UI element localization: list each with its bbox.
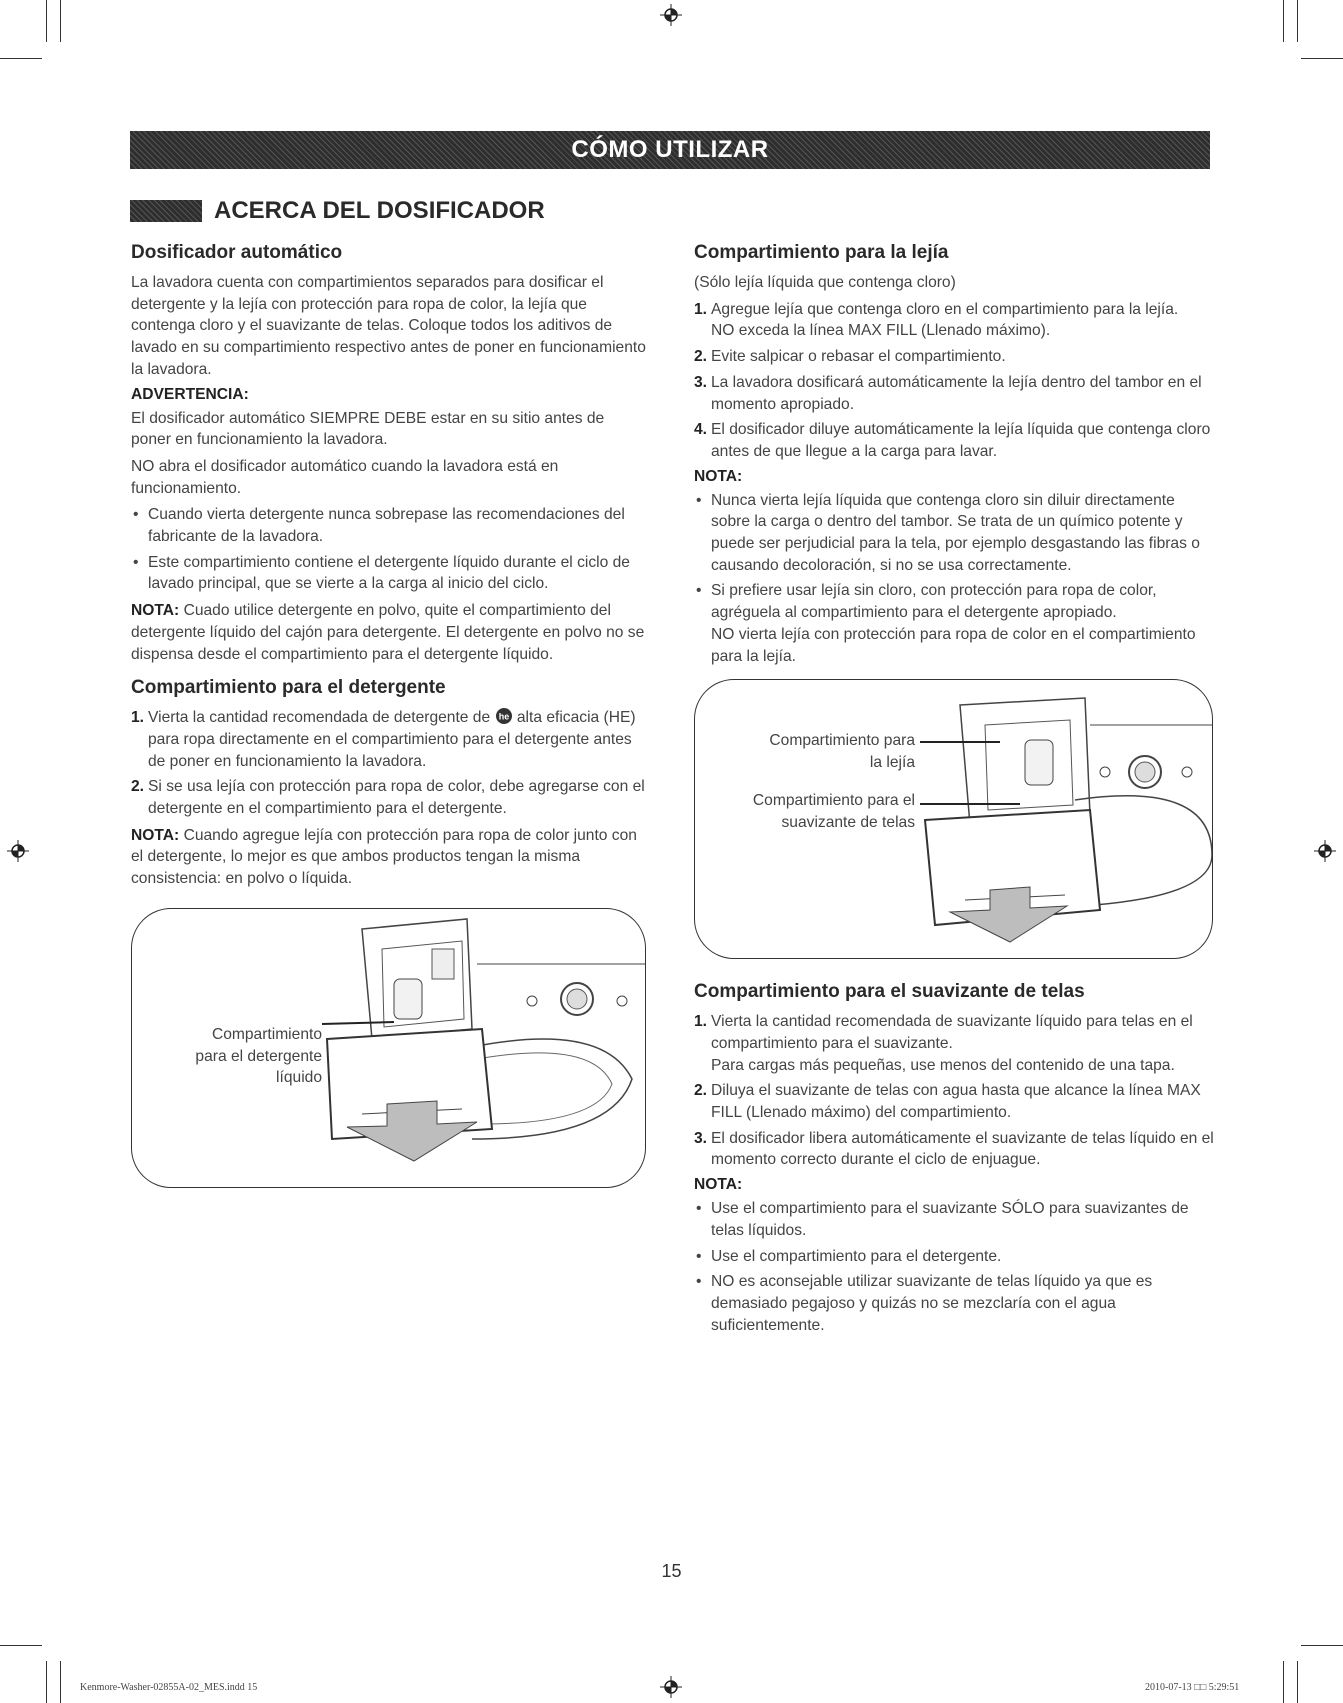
bleach-title: Compartimiento para la lejía — [694, 242, 949, 263]
list-item — [694, 1080, 1214, 1123]
crop-mark — [60, 1661, 61, 1703]
callout-line: Compartimiento para — [769, 732, 915, 750]
detergent-callout — [162, 1024, 322, 1089]
step-text: Diluya el suavizante de telas con agua hasta que alcance la línea MAX FILL (Llenado máximo) del compartimiento. — [711, 1082, 1201, 1122]
crop-mark — [46, 1661, 47, 1703]
registration-mark-icon — [660, 4, 682, 26]
step-text-2: Para cargas más pequeñas, use menos del contenido de una tapa. — [711, 1056, 1175, 1074]
bullet-text: Si prefiere usar lejía sin cloro, con protección para ropa de color, agréguela al compartimiento para el detergente apropiado. — [711, 582, 1157, 622]
registration-mark-icon — [660, 1676, 682, 1698]
softener-callout — [715, 790, 915, 833]
step-text: alta eficacia (HE) para ropa directamente en el compartimiento para el detergente antes de poner en funcionamiento la lavadora. — [148, 709, 636, 770]
he-logo-text: he — [498, 711, 509, 722]
list-item: • Cuando vierta detergente nunca sobrepase las recomendaciones del fabricante de la lavadora. — [131, 504, 646, 547]
step-number: 4. — [694, 421, 708, 439]
crop-mark — [1301, 1645, 1343, 1646]
crop-mark — [60, 0, 61, 42]
warning-label: ADVERTENCIA: — [131, 385, 249, 403]
warning-text-1: El dosificador automático SIEMPRE DEBE estar en su sitio antes de poner en funcionamiento la lavadora. — [131, 409, 605, 449]
chapter-banner — [130, 131, 1210, 169]
callout-line: Compartimiento para el — [752, 792, 915, 810]
callout-line: la lejía — [869, 753, 915, 771]
callout-line: suavizante de telas — [781, 813, 915, 831]
detergent-steps — [131, 707, 646, 820]
list-item — [131, 776, 646, 819]
detergent-note — [131, 825, 646, 890]
list-item: • NO es aconsejable utilizar suavizante de telas líquido ya que es demasiado pegajoso y quizás no se mezclaría con el agua suficientemente. — [694, 1271, 1214, 1336]
crop-mark — [0, 58, 42, 59]
step-text: El dosificador diluye automáticamente la lejía líquida que contenga cloro antes de que llegue a la carga para lavar. — [711, 421, 1211, 460]
step-number: 1. — [131, 709, 145, 727]
registration-mark-icon — [1314, 840, 1336, 862]
step-text: Agregue lejía que contenga cloro en el compartimiento para la lejía. — [711, 300, 1179, 318]
section-marker — [130, 200, 202, 222]
auto-bullets — [131, 504, 646, 595]
crop-mark — [46, 0, 47, 42]
bleach-bullets — [694, 490, 1214, 668]
auto-note — [131, 600, 646, 665]
bleach-steps — [694, 299, 1214, 463]
section-heading — [130, 197, 545, 225]
step-number: 2. — [131, 778, 145, 796]
step-number: 3. — [694, 1129, 708, 1147]
footer-filename: Kenmore-Washer-02855A-02_MES.indd 15 — [80, 1682, 258, 1693]
registration-mark-icon — [7, 840, 29, 862]
step-number: 1. — [694, 1013, 708, 1031]
note-label: NOTA: — [694, 1176, 743, 1194]
note-text: Cuando agregue lejía con protección para ropa de color junto con el detergente, lo mejor es que ambos productos tengan la misma consistencia: en polvo o líquida. — [131, 826, 637, 888]
bleach-callout — [715, 730, 915, 773]
step-number: 2. — [694, 1082, 708, 1100]
list-item — [694, 372, 1214, 415]
section-title: ACERCA DEL DOSIFICADOR — [214, 197, 545, 224]
step-number: 1. — [694, 300, 708, 318]
list-item — [694, 419, 1214, 462]
crop-mark — [1301, 58, 1343, 59]
list-item: • Use el compartimiento para el suavizante SÓLO para suavizantes de telas líquidos. — [694, 1198, 1214, 1241]
step-text: Vierta la cantidad recomendada de detergente de — [148, 709, 491, 727]
list-item — [694, 346, 1214, 368]
list-item — [694, 299, 1214, 342]
crop-mark — [1283, 0, 1284, 42]
softener-steps — [694, 1011, 1214, 1171]
note-label: NOTA: — [694, 467, 743, 485]
list-item — [694, 580, 1214, 667]
step-text: El dosificador libera automáticamente el suavizante de telas líquido en el momento correcto durante el ciclo de enjuague. — [711, 1129, 1214, 1169]
bleach-softener-figure — [694, 679, 1213, 959]
detergent-figure — [131, 908, 646, 1188]
softener-bullets — [694, 1198, 1214, 1336]
crop-mark — [1297, 0, 1298, 42]
step-text: La lavadora dosificará automáticamente la lejía dentro del tambor en el momento apropiado. — [711, 373, 1202, 413]
auto-dispenser-title: Dosificador automático — [131, 242, 343, 263]
step-text-2: NO exceda la línea MAX FILL (Llenado máximo). — [711, 322, 1051, 340]
callout-line: para el detergente — [195, 1047, 322, 1065]
list-item — [131, 707, 646, 772]
chapter-title: CÓMO UTILIZAR — [571, 136, 769, 163]
crop-mark — [0, 1645, 42, 1646]
note-label: NOTA: — [131, 826, 180, 844]
right-column — [694, 242, 1214, 1341]
footer-timestamp: 2010-07-13 □□ 5:29:51 — [1145, 1682, 1240, 1693]
note-text: Cuado utilice detergente en polvo, quite el compartimiento del detergente líquido del cajón para detergente. El detergente en polvo no se dispensa desde el compartimiento para el detergente líquido. — [131, 602, 645, 663]
callout-line: líquido — [276, 1069, 322, 1087]
list-item — [694, 1128, 1214, 1171]
list-item — [694, 1011, 1214, 1076]
page-number: 15 — [661, 1561, 682, 1581]
warning-text-2: NO abra el dosificador automático cuando la lavadora está en funcionamiento. — [131, 457, 559, 497]
softener-title: Compartimiento para el suavizante de telas — [694, 981, 1085, 1003]
step-text: Vierta la cantidad recomendada de suavizante líquido para telas en el compartimiento para el suavizante. — [711, 1013, 1193, 1052]
bleach-sub: (Sólo lejía líquida que contenga cloro) — [694, 274, 956, 291]
list-item: • Nunca vierta lejía líquida que contenga cloro sin diluir directamente sobre la carga o dentro del tambor. Se trata de un químico potente y puede ser perjudicial para la tela, por ejemplo desgastando las fibras o causando decoloración, si no se usa correctamente. — [694, 490, 1214, 577]
auto-intro: La lavadora cuenta con compartimientos separados para dosificar el detergente y la lejía con protección para ropa de color, la lejía que contenga cloro y el suavizante de telas. Coloque todos los aditivos de lavado en su compartimiento respectivo antes de poner en funcionamiento la lavadora. — [131, 274, 646, 378]
crop-mark — [1283, 1661, 1284, 1703]
note-label: NOTA: — [131, 602, 180, 620]
list-item: • Este compartimiento contiene el detergente líquido durante el ciclo de lavado principal, que se vierte a la carga al inicio del ciclo. — [131, 552, 646, 595]
bullet-text-2: NO vierta lejía con protección para ropa de color en el compartimiento para la lejía. — [711, 625, 1196, 665]
detergent-title: Compartimiento para el detergente — [131, 677, 446, 699]
he-logo-icon — [495, 707, 513, 725]
crop-mark — [1297, 1661, 1298, 1703]
list-item: • Use el compartimiento para el detergente. — [694, 1246, 1214, 1268]
left-column — [131, 242, 646, 1188]
step-text: Si se usa lejía con protección para ropa de color, debe agregarse con el detergente en el compartimiento para el detergente. — [148, 778, 645, 818]
step-number: 2. — [694, 348, 708, 366]
step-text: Evite salpicar o rebasar el compartimiento. — [711, 348, 1006, 366]
callout-line: Compartimiento — [211, 1025, 322, 1043]
step-number: 3. — [694, 373, 708, 391]
